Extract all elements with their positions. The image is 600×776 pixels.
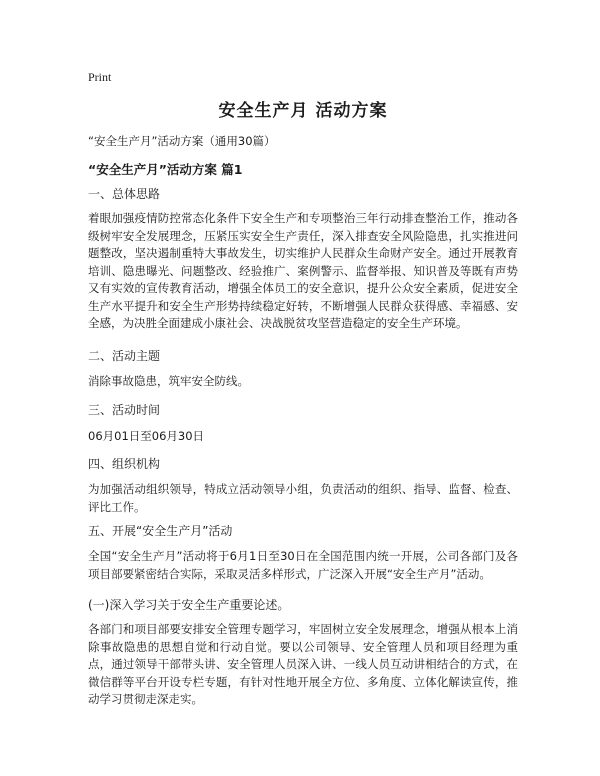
section-title: “安全生产月”活动方案 篇1 <box>88 162 243 177</box>
paragraph-time: 06月01日至06月30日 <box>88 429 205 443</box>
print-link[interactable]: Print <box>88 70 112 84</box>
heading-activity: 五、开展“安全生产月”活动 <box>88 524 233 538</box>
heading-time: 三、活动时间 <box>88 403 161 417</box>
paragraph-overall-approach: 着眼加强疫情防控常态化条件下安全生产和专项整治三年行动排查整治工作，推动各级树牢安全发展理念，压紧压实安全生产责任，深入排查安全风险隐患，扎实推进问题整改，坚决遏制重特大事故发生，切实维护人民群众生命财产安全。通过开展教育培训、隐患曝光、问题整改、经验推广、案例警示、监督举报、知识普及等既有声势又有实效的宣传教育活动，增强全体员工的安全意识，提升公众安全素质，促进安全生产水平提升和安全生产形势持续稳定好转，不断增强人民群众获得感、幸福感、安全感，为决胜全面建成小康社会、决战脱贫攻坚营造稳定的安全生产环境。 <box>88 211 518 330</box>
heading-theme: 二、活动主题 <box>88 349 161 363</box>
document-subtitle: “安全生产月”活动方案（通用30篇） <box>88 134 276 148</box>
document-title: 安全生产月 活动方案 <box>218 101 388 121</box>
paragraph-organization: 为加强活动组织领导，特成立活动领导小组，负责活动的组织、指导、监督、检查、评比工作。 <box>88 482 518 514</box>
heading-overall-approach: 一、总体思路 <box>88 187 161 201</box>
paragraph-activity: 全国“安全生产月”活动将于6月1日至30日在全国范围内统一开展，公司各部门及各项目部要紧密结合实际，采取灵活多样形式，广泛深入开展“安全生产月”活动。 <box>88 549 518 581</box>
heading-study: (一)深入学习关于安全生产重要论述。 <box>88 598 290 612</box>
paragraph-theme: 消除事故隐患，筑牢安全防线。 <box>88 374 249 388</box>
heading-organization: 四、组织机构 <box>88 457 161 471</box>
paragraph-study: 各部门和项目部要安排安全管理专题学习，牢固树立安全发展理念，增强从根本上消除事故隐患的思想自觉和行动自觉。要以公司领导、安全管理人员和项目经理为重点，通过领导干部带头讲、安全管理人员深入讲、一线人员互动讲相结合的方式，在微信群等平台开设专栏专题，有针对性地开展全方位、多角度、立体化解读宣传，推动学习贯彻走深走实。 <box>88 622 518 706</box>
